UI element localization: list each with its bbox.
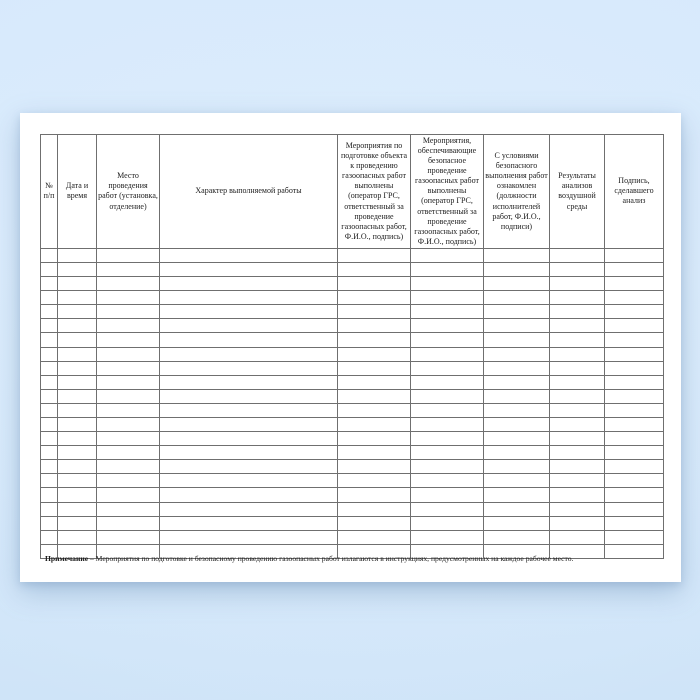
- table-row: [41, 375, 664, 389]
- table-cell-work-character: [160, 375, 338, 389]
- table-cell-air-analysis: [550, 488, 605, 502]
- table-cell-prep-measures: [338, 432, 411, 446]
- table-cell-num: [41, 488, 58, 502]
- table-cell-analyst-sign: [605, 361, 664, 375]
- table-cell-safety-measures: [411, 446, 484, 460]
- table-cell-air-analysis: [550, 305, 605, 319]
- table-cell-safety-measures: [411, 262, 484, 276]
- table-cell-acquainted: [484, 248, 550, 262]
- table-cell-datetime: [58, 361, 97, 375]
- table-cell-place: [97, 291, 160, 305]
- table-cell-acquainted: [484, 516, 550, 530]
- table-cell-work-character: [160, 389, 338, 403]
- table-cell-prep-measures: [338, 262, 411, 276]
- table-cell-acquainted: [484, 333, 550, 347]
- table-row: [41, 248, 664, 262]
- table-cell-place: [97, 375, 160, 389]
- table-row: [41, 460, 664, 474]
- table-cell-safety-measures: [411, 460, 484, 474]
- table-cell-work-character: [160, 248, 338, 262]
- table-cell-num: [41, 502, 58, 516]
- document-page: [20, 113, 681, 582]
- table-cell-work-character: [160, 474, 338, 488]
- column-header-air-analysis: Результаты анализов воздушной среды: [550, 135, 605, 249]
- table-cell-air-analysis: [550, 516, 605, 530]
- table-row: [41, 474, 664, 488]
- table-cell-air-analysis: [550, 375, 605, 389]
- table-cell-work-character: [160, 319, 338, 333]
- table-cell-place: [97, 333, 160, 347]
- table-cell-place: [97, 347, 160, 361]
- table-cell-acquainted: [484, 474, 550, 488]
- table-cell-place: [97, 319, 160, 333]
- table-row: [41, 403, 664, 417]
- table-cell-datetime: [58, 460, 97, 474]
- table-cell-datetime: [58, 333, 97, 347]
- table-cell-datetime: [58, 488, 97, 502]
- table-cell-datetime: [58, 291, 97, 305]
- table-cell-acquainted: [484, 375, 550, 389]
- table-cell-air-analysis: [550, 291, 605, 305]
- table-cell-datetime: [58, 347, 97, 361]
- table-cell-prep-measures: [338, 347, 411, 361]
- table-row: [41, 417, 664, 431]
- table-cell-prep-measures: [338, 291, 411, 305]
- table-cell-work-character: [160, 333, 338, 347]
- table-cell-place: [97, 502, 160, 516]
- table-cell-num: [41, 460, 58, 474]
- table-row: [41, 446, 664, 460]
- table-cell-datetime: [58, 446, 97, 460]
- table-cell-work-character: [160, 460, 338, 474]
- table-cell-safety-measures: [411, 375, 484, 389]
- table-cell-air-analysis: [550, 319, 605, 333]
- table-cell-work-character: [160, 305, 338, 319]
- table-cell-safety-measures: [411, 361, 484, 375]
- table-cell-analyst-sign: [605, 432, 664, 446]
- table-cell-air-analysis: [550, 530, 605, 544]
- column-header-datetime: Дата и время: [58, 135, 97, 249]
- table-cell-analyst-sign: [605, 530, 664, 544]
- table-cell-safety-measures: [411, 347, 484, 361]
- table-cell-air-analysis: [550, 277, 605, 291]
- table-cell-num: [41, 446, 58, 460]
- table-cell-safety-measures: [411, 474, 484, 488]
- table-cell-num: [41, 375, 58, 389]
- table-row: [41, 530, 664, 544]
- table-cell-analyst-sign: [605, 248, 664, 262]
- table-cell-prep-measures: [338, 460, 411, 474]
- table-cell-datetime: [58, 432, 97, 446]
- column-header-place: Место проведения работ (установка, отделение): [97, 135, 160, 249]
- table-cell-num: [41, 474, 58, 488]
- table-cell-acquainted: [484, 446, 550, 460]
- table-cell-acquainted: [484, 502, 550, 516]
- table-cell-prep-measures: [338, 403, 411, 417]
- table-cell-analyst-sign: [605, 375, 664, 389]
- table-row: [41, 291, 664, 305]
- table-cell-analyst-sign: [605, 347, 664, 361]
- table-cell-analyst-sign: [605, 446, 664, 460]
- table-cell-place: [97, 516, 160, 530]
- table-cell-place: [97, 530, 160, 544]
- table-cell-num: [41, 432, 58, 446]
- column-header-num: № п/п: [41, 135, 58, 249]
- table-cell-acquainted: [484, 432, 550, 446]
- table-cell-num: [41, 516, 58, 530]
- table-cell-acquainted: [484, 417, 550, 431]
- table-cell-air-analysis: [550, 347, 605, 361]
- table-cell-datetime: [58, 516, 97, 530]
- table-cell-safety-measures: [411, 502, 484, 516]
- table-row: [41, 502, 664, 516]
- table-cell-place: [97, 446, 160, 460]
- table-cell-work-character: [160, 417, 338, 431]
- table-cell-prep-measures: [338, 417, 411, 431]
- table-cell-prep-measures: [338, 361, 411, 375]
- table-cell-num: [41, 417, 58, 431]
- table-cell-place: [97, 432, 160, 446]
- table-cell-analyst-sign: [605, 277, 664, 291]
- table-cell-prep-measures: [338, 389, 411, 403]
- table-cell-analyst-sign: [605, 474, 664, 488]
- table-cell-prep-measures: [338, 333, 411, 347]
- table-cell-air-analysis: [550, 460, 605, 474]
- table-cell-safety-measures: [411, 305, 484, 319]
- table-cell-safety-measures: [411, 319, 484, 333]
- table-cell-air-analysis: [550, 333, 605, 347]
- table-cell-acquainted: [484, 403, 550, 417]
- table-cell-num: [41, 361, 58, 375]
- table-cell-num: [41, 389, 58, 403]
- table-cell-num: [41, 530, 58, 544]
- table-cell-safety-measures: [411, 432, 484, 446]
- table-cell-prep-measures: [338, 446, 411, 460]
- table-row: [41, 389, 664, 403]
- table-cell-air-analysis: [550, 417, 605, 431]
- table-cell-analyst-sign: [605, 305, 664, 319]
- table-cell-prep-measures: [338, 375, 411, 389]
- table-cell-datetime: [58, 248, 97, 262]
- table-cell-air-analysis: [550, 502, 605, 516]
- table-cell-datetime: [58, 417, 97, 431]
- table-cell-acquainted: [484, 389, 550, 403]
- footnote: [45, 554, 660, 564]
- table-cell-datetime: [58, 474, 97, 488]
- table-cell-work-character: [160, 432, 338, 446]
- table-cell-prep-measures: [338, 516, 411, 530]
- table-cell-acquainted: [484, 530, 550, 544]
- column-header-acquainted: С условиями безопасного выполнения работ ознакомлен (должности исполнителей работ, Ф.И.О., подписи): [484, 135, 550, 249]
- table-cell-datetime: [58, 375, 97, 389]
- table-cell-place: [97, 417, 160, 431]
- table-cell-safety-measures: [411, 403, 484, 417]
- table-cell-analyst-sign: [605, 333, 664, 347]
- table-row: [41, 516, 664, 530]
- table-cell-place: [97, 305, 160, 319]
- footnote-label: Примечание: [45, 554, 89, 563]
- table-cell-acquainted: [484, 347, 550, 361]
- table-row: [41, 262, 664, 276]
- table-cell-analyst-sign: [605, 502, 664, 516]
- table-cell-analyst-sign: [605, 460, 664, 474]
- table-cell-work-character: [160, 262, 338, 276]
- table-cell-place: [97, 389, 160, 403]
- table-cell-air-analysis: [550, 432, 605, 446]
- table-cell-safety-measures: [411, 389, 484, 403]
- column-header-safety-measures: Мероприятия, обеспечивающие безопасное проведение газоопасных работ выполнены (оператор ГРС, ответственный за проведение газоопасных работ, Ф.И.О., подпись): [411, 135, 484, 249]
- table-cell-place: [97, 248, 160, 262]
- table-cell-analyst-sign: [605, 488, 664, 502]
- table-cell-num: [41, 403, 58, 417]
- table-cell-air-analysis: [550, 248, 605, 262]
- table-cell-acquainted: [484, 305, 550, 319]
- table-cell-prep-measures: [338, 474, 411, 488]
- table-cell-air-analysis: [550, 361, 605, 375]
- table-row: [41, 333, 664, 347]
- table-cell-analyst-sign: [605, 403, 664, 417]
- table-cell-num: [41, 333, 58, 347]
- table-cell-prep-measures: [338, 305, 411, 319]
- table-row: [41, 488, 664, 502]
- table-cell-num: [41, 262, 58, 276]
- table-cell-analyst-sign: [605, 516, 664, 530]
- gas-work-log-table: [40, 134, 664, 559]
- table-cell-safety-measures: [411, 248, 484, 262]
- table-cell-work-character: [160, 403, 338, 417]
- table-cell-prep-measures: [338, 502, 411, 516]
- table-cell-num: [41, 305, 58, 319]
- table-cell-place: [97, 277, 160, 291]
- table-cell-place: [97, 361, 160, 375]
- table-cell-safety-measures: [411, 291, 484, 305]
- column-header-prep-measures: Мероприятия по подготовке объекта к проведению газоопасных работ выполнены (оператор ГРС, ответственный за проведение газоопасных работ, Ф.И.О., подпись): [338, 135, 411, 249]
- table-cell-work-character: [160, 502, 338, 516]
- table-cell-analyst-sign: [605, 389, 664, 403]
- table-cell-num: [41, 277, 58, 291]
- table-cell-acquainted: [484, 460, 550, 474]
- table-cell-work-character: [160, 516, 338, 530]
- table-cell-acquainted: [484, 262, 550, 276]
- table-cell-air-analysis: [550, 446, 605, 460]
- table-cell-work-character: [160, 291, 338, 305]
- table-cell-datetime: [58, 319, 97, 333]
- table-cell-safety-measures: [411, 530, 484, 544]
- table-cell-analyst-sign: [605, 417, 664, 431]
- table-cell-place: [97, 460, 160, 474]
- table-row: [41, 305, 664, 319]
- table-row: [41, 361, 664, 375]
- table-cell-prep-measures: [338, 277, 411, 291]
- table-cell-datetime: [58, 305, 97, 319]
- table-cell-work-character: [160, 446, 338, 460]
- table-cell-prep-measures: [338, 530, 411, 544]
- table-cell-work-character: [160, 277, 338, 291]
- table-cell-datetime: [58, 403, 97, 417]
- table-row: [41, 277, 664, 291]
- column-header-analyst-sign: Подпись, сделавшего анализ: [605, 135, 664, 249]
- table-cell-datetime: [58, 389, 97, 403]
- table-cell-prep-measures: [338, 319, 411, 333]
- table-cell-place: [97, 488, 160, 502]
- table-header-row: [41, 135, 664, 249]
- table-cell-safety-measures: [411, 417, 484, 431]
- table-cell-datetime: [58, 530, 97, 544]
- table-cell-datetime: [58, 502, 97, 516]
- table-cell-safety-measures: [411, 333, 484, 347]
- table-cell-safety-measures: [411, 277, 484, 291]
- table-cell-acquainted: [484, 319, 550, 333]
- table-cell-work-character: [160, 488, 338, 502]
- table-cell-acquainted: [484, 361, 550, 375]
- table-cell-datetime: [58, 262, 97, 276]
- table-cell-place: [97, 262, 160, 276]
- table-cell-prep-measures: [338, 248, 411, 262]
- table-cell-air-analysis: [550, 389, 605, 403]
- table-row: [41, 319, 664, 333]
- table-cell-air-analysis: [550, 262, 605, 276]
- table-cell-analyst-sign: [605, 319, 664, 333]
- table-cell-num: [41, 248, 58, 262]
- table-cell-work-character: [160, 347, 338, 361]
- table-cell-acquainted: [484, 291, 550, 305]
- table-cell-place: [97, 474, 160, 488]
- table-cell-prep-measures: [338, 488, 411, 502]
- column-header-work-character: Характер выполняемой работы: [160, 135, 338, 249]
- table-cell-air-analysis: [550, 474, 605, 488]
- table-cell-safety-measures: [411, 516, 484, 530]
- footnote-text: – Мероприятия по подготовке и безопасному проведению газоопасных работ излагаются в инструкциях, предусмотренных на каждое рабочее место.: [89, 554, 574, 563]
- table-row: [41, 347, 664, 361]
- table-cell-num: [41, 347, 58, 361]
- table-row: [41, 432, 664, 446]
- table-cell-work-character: [160, 530, 338, 544]
- table-cell-safety-measures: [411, 488, 484, 502]
- table-cell-num: [41, 319, 58, 333]
- table-cell-datetime: [58, 277, 97, 291]
- table-cell-work-character: [160, 361, 338, 375]
- table-cell-analyst-sign: [605, 291, 664, 305]
- table-cell-acquainted: [484, 277, 550, 291]
- table-cell-acquainted: [484, 488, 550, 502]
- table-cell-air-analysis: [550, 403, 605, 417]
- table-cell-num: [41, 291, 58, 305]
- table-cell-analyst-sign: [605, 262, 664, 276]
- table-cell-place: [97, 403, 160, 417]
